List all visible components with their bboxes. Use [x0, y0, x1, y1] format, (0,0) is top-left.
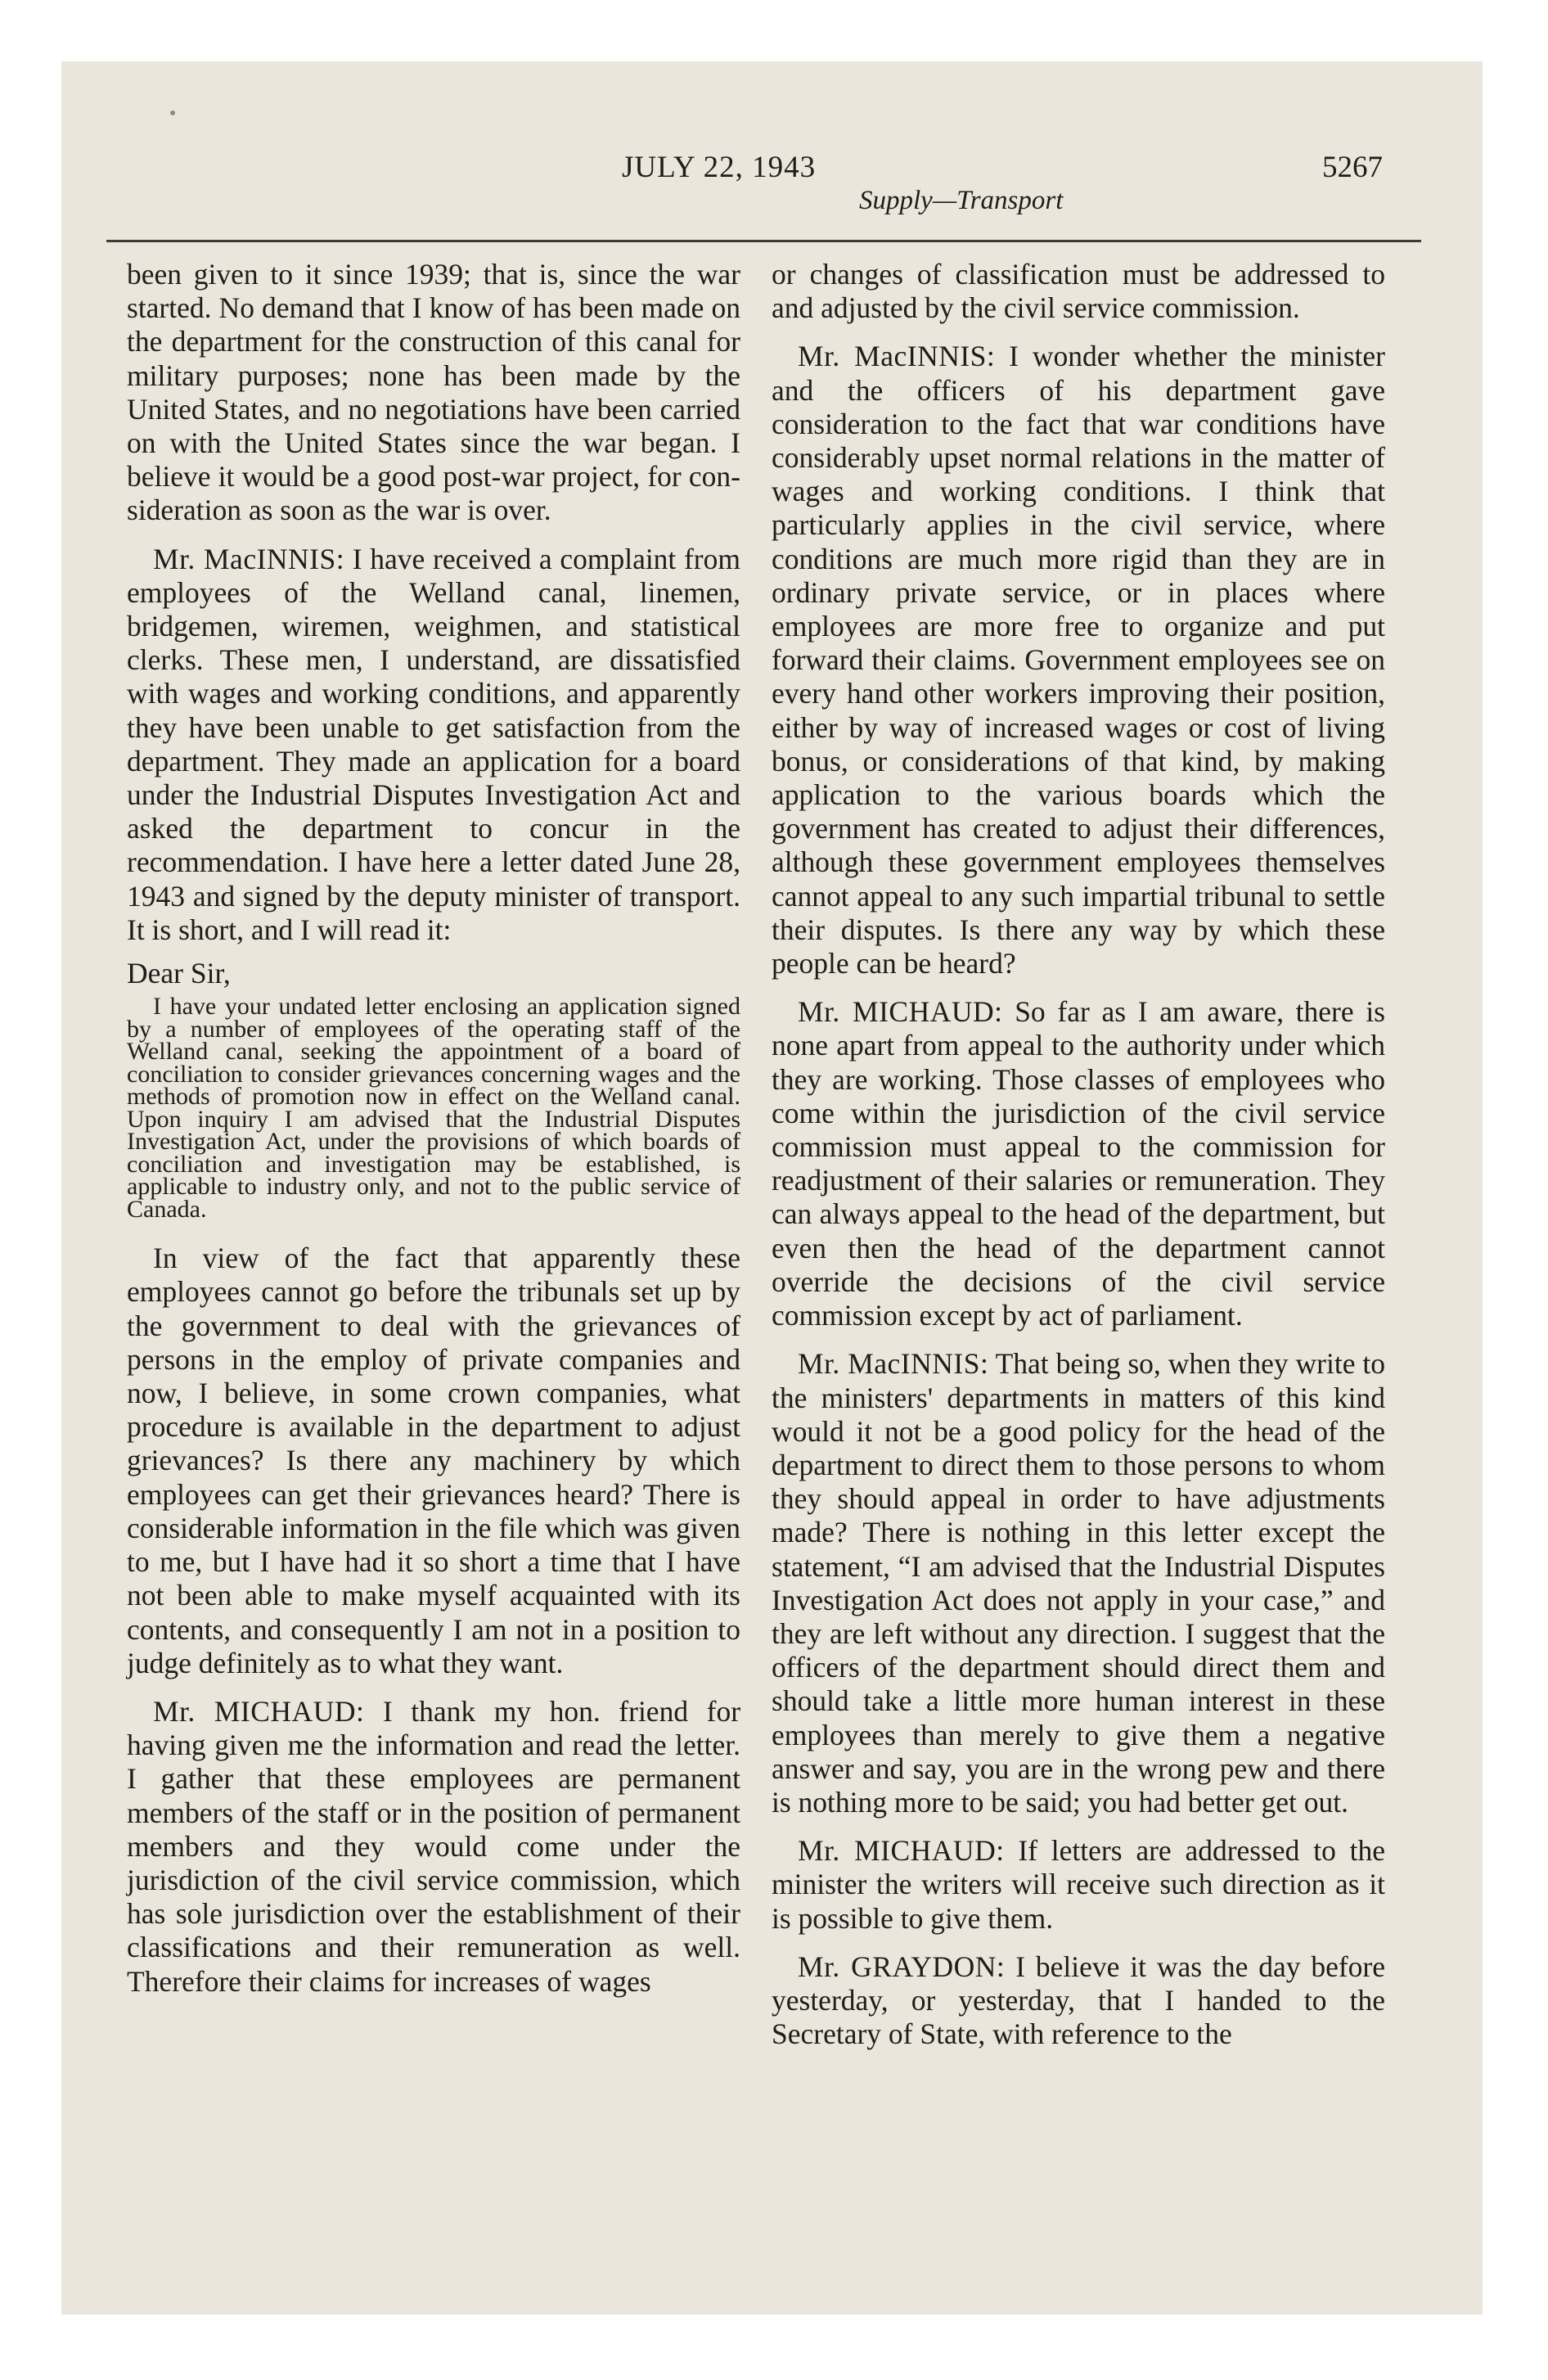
speech-paragraph — [772, 1834, 1385, 1936]
right-column — [772, 258, 1385, 2051]
speech-text: I believe it was the day before yesterday, or yesterday, that I handed to the Secretary of State, with reference to the — [772, 1950, 1385, 2051]
speaker-name: Mr. MacINNIS: — [798, 1347, 989, 1381]
header-section-title: Supply—Transport — [859, 186, 1064, 215]
speech-text: If letters are addressed to the minister the writers will receive such direction as it is possible to give them. — [772, 1834, 1385, 1935]
speech-paragraph — [772, 995, 1385, 1332]
speaker-name: Mr. MICHAUD: — [798, 1834, 1005, 1868]
header-date: JULY 22, 1943 — [622, 151, 817, 184]
speech-paragraph — [772, 1950, 1385, 2052]
speech-text: I wonder whether the minister and the officers of his department gave consideration to the fact that war conditions have considerably upset normal relations in the matter of wages and working conditions. I think that particularly applies in the civil service, where conditions are much more rigid than they are in ordinary private service, or in places where employees are more free to organize and put forward their claims. Government employees see on every hand other workers improving their position, either by way of increased wages or cost of living bonus, or considerations of that kind, by making application to the various boards which the government has created to adjust their differences, although these government employees themselves cannot appeal to any such impartial tribunal to settle their disputes. Is there any way by which these people can be heard? — [772, 340, 1385, 980]
speaker-name: Mr. MICHAUD: — [798, 995, 1003, 1029]
speech-text: So far as I am aware, there is none apart from appeal to the authority under which they are working. Those classes of employees who come within the jurisdiction of the civil service commission must appeal to the commission for readjustment of their salaries or remuneration. They can always appeal to the head of the department, but even then the head of the department cannot override the decisions of the civil service commission except by act of parliament. — [772, 995, 1385, 1332]
speaker-name: Mr. MacINNIS: — [798, 340, 996, 373]
speech-paragraph — [772, 1347, 1385, 1819]
paragraph: or changes of classification must be addressed to and adjusted by the civil service commission. — [772, 258, 1385, 325]
speech-paragraph — [127, 543, 740, 947]
speech-paragraph — [127, 1695, 740, 1999]
quoted-letter: I have your undated letter enclosing an application signed by a number of employees of the operating staff of the Welland canal, seeking the appointment of a board of conciliation to consider grievances concerning wages and the methods of promotion now in effect on the Welland canal. Upon inquiry I am advised that the Industrial Disputes Investigation Act, under the provisions of which boards of conciliation and investigation may be established, is applicable to industry only, and not to the public service of Canada. — [127, 993, 740, 1223]
speaker-name: Mr. GRAYDON: — [798, 1950, 1006, 1983]
left-column — [127, 258, 740, 1999]
speech-paragraph — [772, 340, 1385, 980]
header-page-number: 5267 — [1322, 151, 1383, 184]
speech-text: That being so, when they write to the ministers' departments in matters of this kind would it not be a good policy for the head of the department to direct them to those persons to whom they should appeal in order to have adjustments made? There is nothing in this letter except the statement, “I am advised that the Industrial Disputes Investigation Act does not apply in your case,” and they are left without any direction. I suggest that the officers of the department should direct them and should take a little more human interest in these employees than merely to give them a negative answer and say, you are in the wrong pew and there is nothing more to be said; you had better get out. — [772, 1347, 1386, 1819]
paragraph: In view of the fact that apparently these employees cannot go before the tribunals set up by the government to deal with the grievances of persons in the employ of private companies and now, I believe, in some crown companies, what procedure is available in the department to adjust grievances? Is there any machinery by which employees can get their grievances heard? There is considerable information in the file which was given to me, but I have had it so short a time that I have not been able to make myself acquainted with its contents, and consequently I am not in a position to judge definitely as to what they want. — [127, 1242, 740, 1679]
speech-text: I thank my hon. friend for having given me the information and read the letter. I gather that these employees are permanent members of the staff or in the position of permanent members and they would come under the jurisdiction of the civil service commission, which has sole jurisdiction over the establishment of their classifications and their remuneration as well. Therefore their claims for increases of wages — [127, 1694, 741, 1998]
document-page — [61, 61, 1483, 2315]
speaker-name: Mr. MacINNIS: — [153, 542, 345, 575]
speech-text: I have received a complaint from employees of the Welland canal, linemen, bridgemen, wiremen, weighmen, and statistical clerks. These men, I understand, are dissatisfied with wages and working conditions, and apparently they have been unable to get satisfaction from the department. They made an application for a board under the Industrial Disputes Investigation Act and asked the department to concur in the recommendation. I have here a letter dated June 28, 1943 and signed by the deputy minister of transport. It is short, and I will read it: — [127, 542, 740, 946]
letter-salutation: Dear Sir, — [127, 957, 231, 990]
speaker-name: Mr. MICHAUD: — [153, 1694, 365, 1728]
speck-mark — [170, 110, 175, 115]
paragraph: been given to it since 1939; that is, since the war started. No demand that I know of has been made on the department for the construction of this canal for military purposes; none has been made by the United States, and no negotiations have been carried on with the United States since the war began. I believe it would be a good post-war project, for consideration as soon as the war is over. — [127, 258, 740, 527]
header-divider — [106, 240, 1421, 242]
